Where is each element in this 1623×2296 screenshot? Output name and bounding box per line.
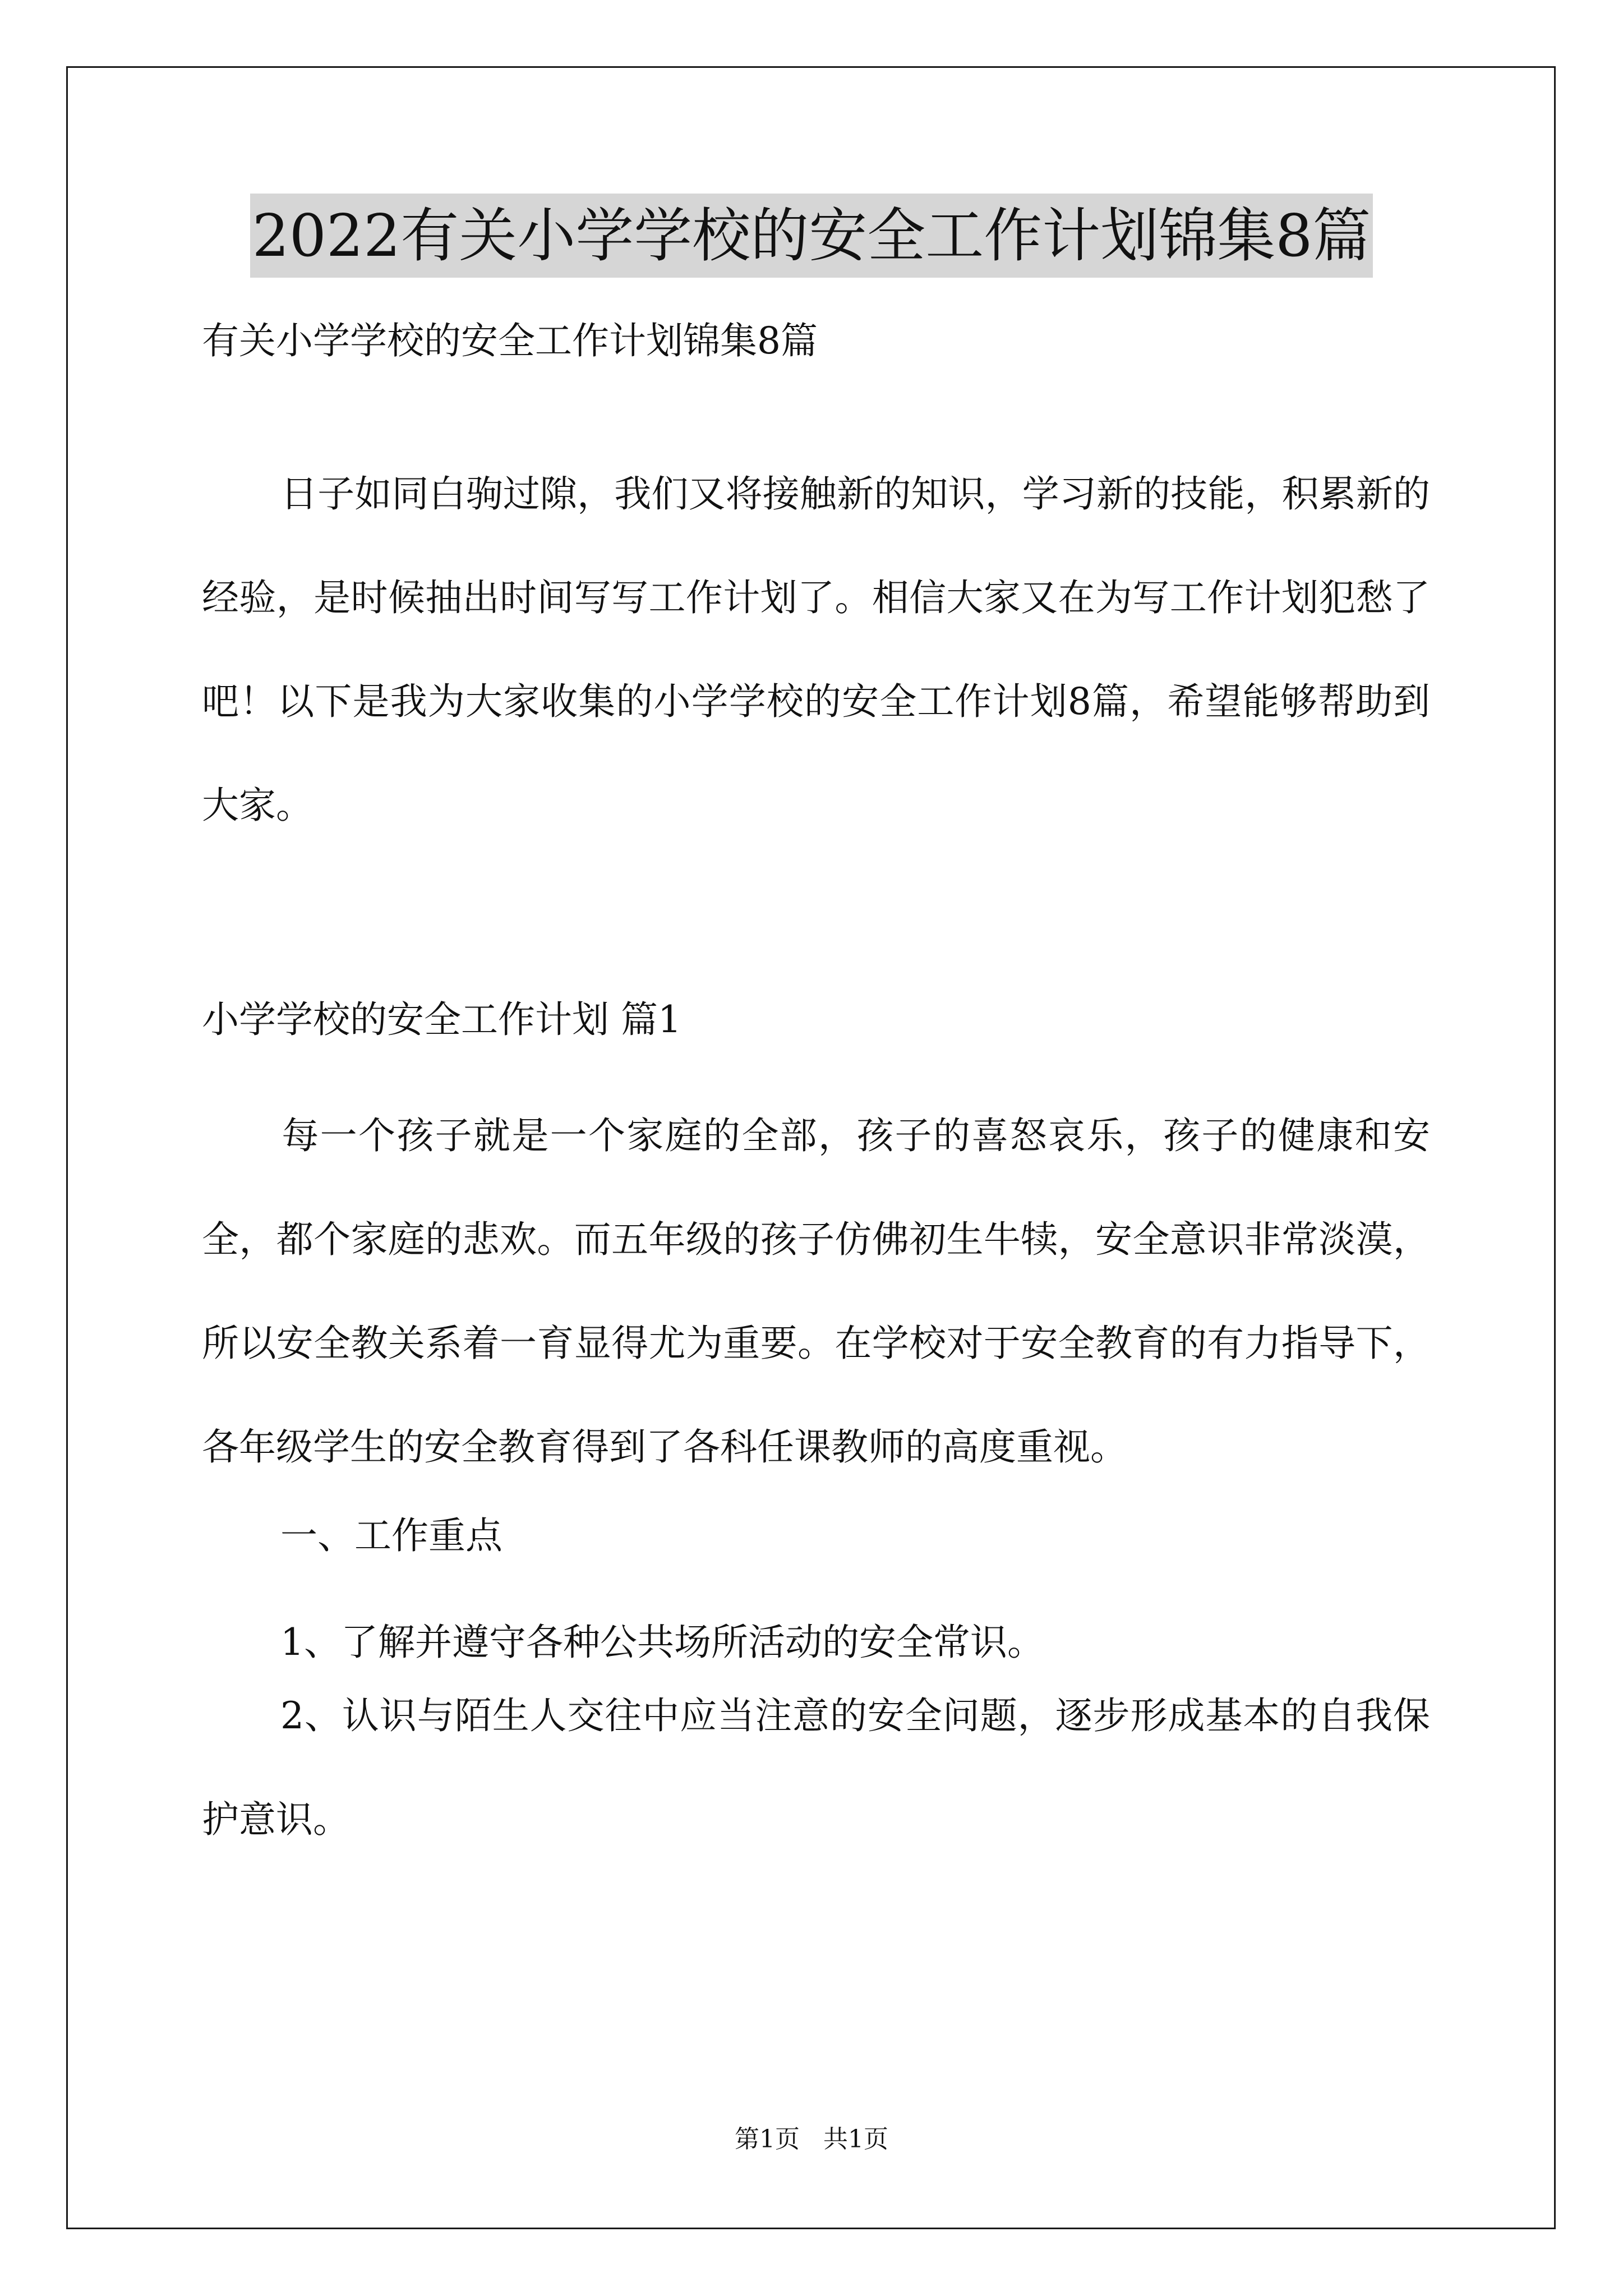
intro-paragraph xyxy=(202,442,1430,857)
list-item-2-text: 2、认识与陌生人交往中应当注意的安全问题，逐步形成基本的自我保护意识。 xyxy=(202,1694,1430,1841)
document-subtitle: 有关小学学校的安全工作计划锦集8篇 xyxy=(202,319,818,362)
list-item-1: 1、了解并遵守各种公共场所活动的安全常识。 xyxy=(280,1621,1044,1664)
page-footer: 第1页 共1页 xyxy=(735,2125,888,2154)
title-container xyxy=(0,194,1623,278)
section-heading: 小学学校的安全工作计划 篇1 xyxy=(202,998,681,1041)
intro-text: 日子如同白驹过隙，我们又将接触新的知识，学习新的技能，积累新的经验，是时候抽出时间写写工作计划了。相信大家又在为写工作计划犯愁了吧！以下是我为大家收集的小学学校的安全工作计划8篇，希望能够帮助到大家。 xyxy=(202,472,1430,827)
work-focus-heading: 一、工作重点 xyxy=(280,1514,502,1557)
document-title: 2022有关小学学校的安全工作计划锦集8篇 xyxy=(250,194,1373,278)
section-paragraph xyxy=(202,1084,1430,1499)
section-paragraph-text: 每一个孩子就是一个家庭的全部，孩子的喜怒哀乐，孩子的健康和安全，都个家庭的悲欢。而五年级的孩子仿佛初生牛犊，安全意识非常淡漠，所以安全教关系着一育显得尤为重要。在学校对于安全教育的有力指导下，各年级学生的安全教育得到了各科任课教师的高度重视。 xyxy=(202,1114,1430,1469)
list-item-2 xyxy=(202,1664,1430,1871)
